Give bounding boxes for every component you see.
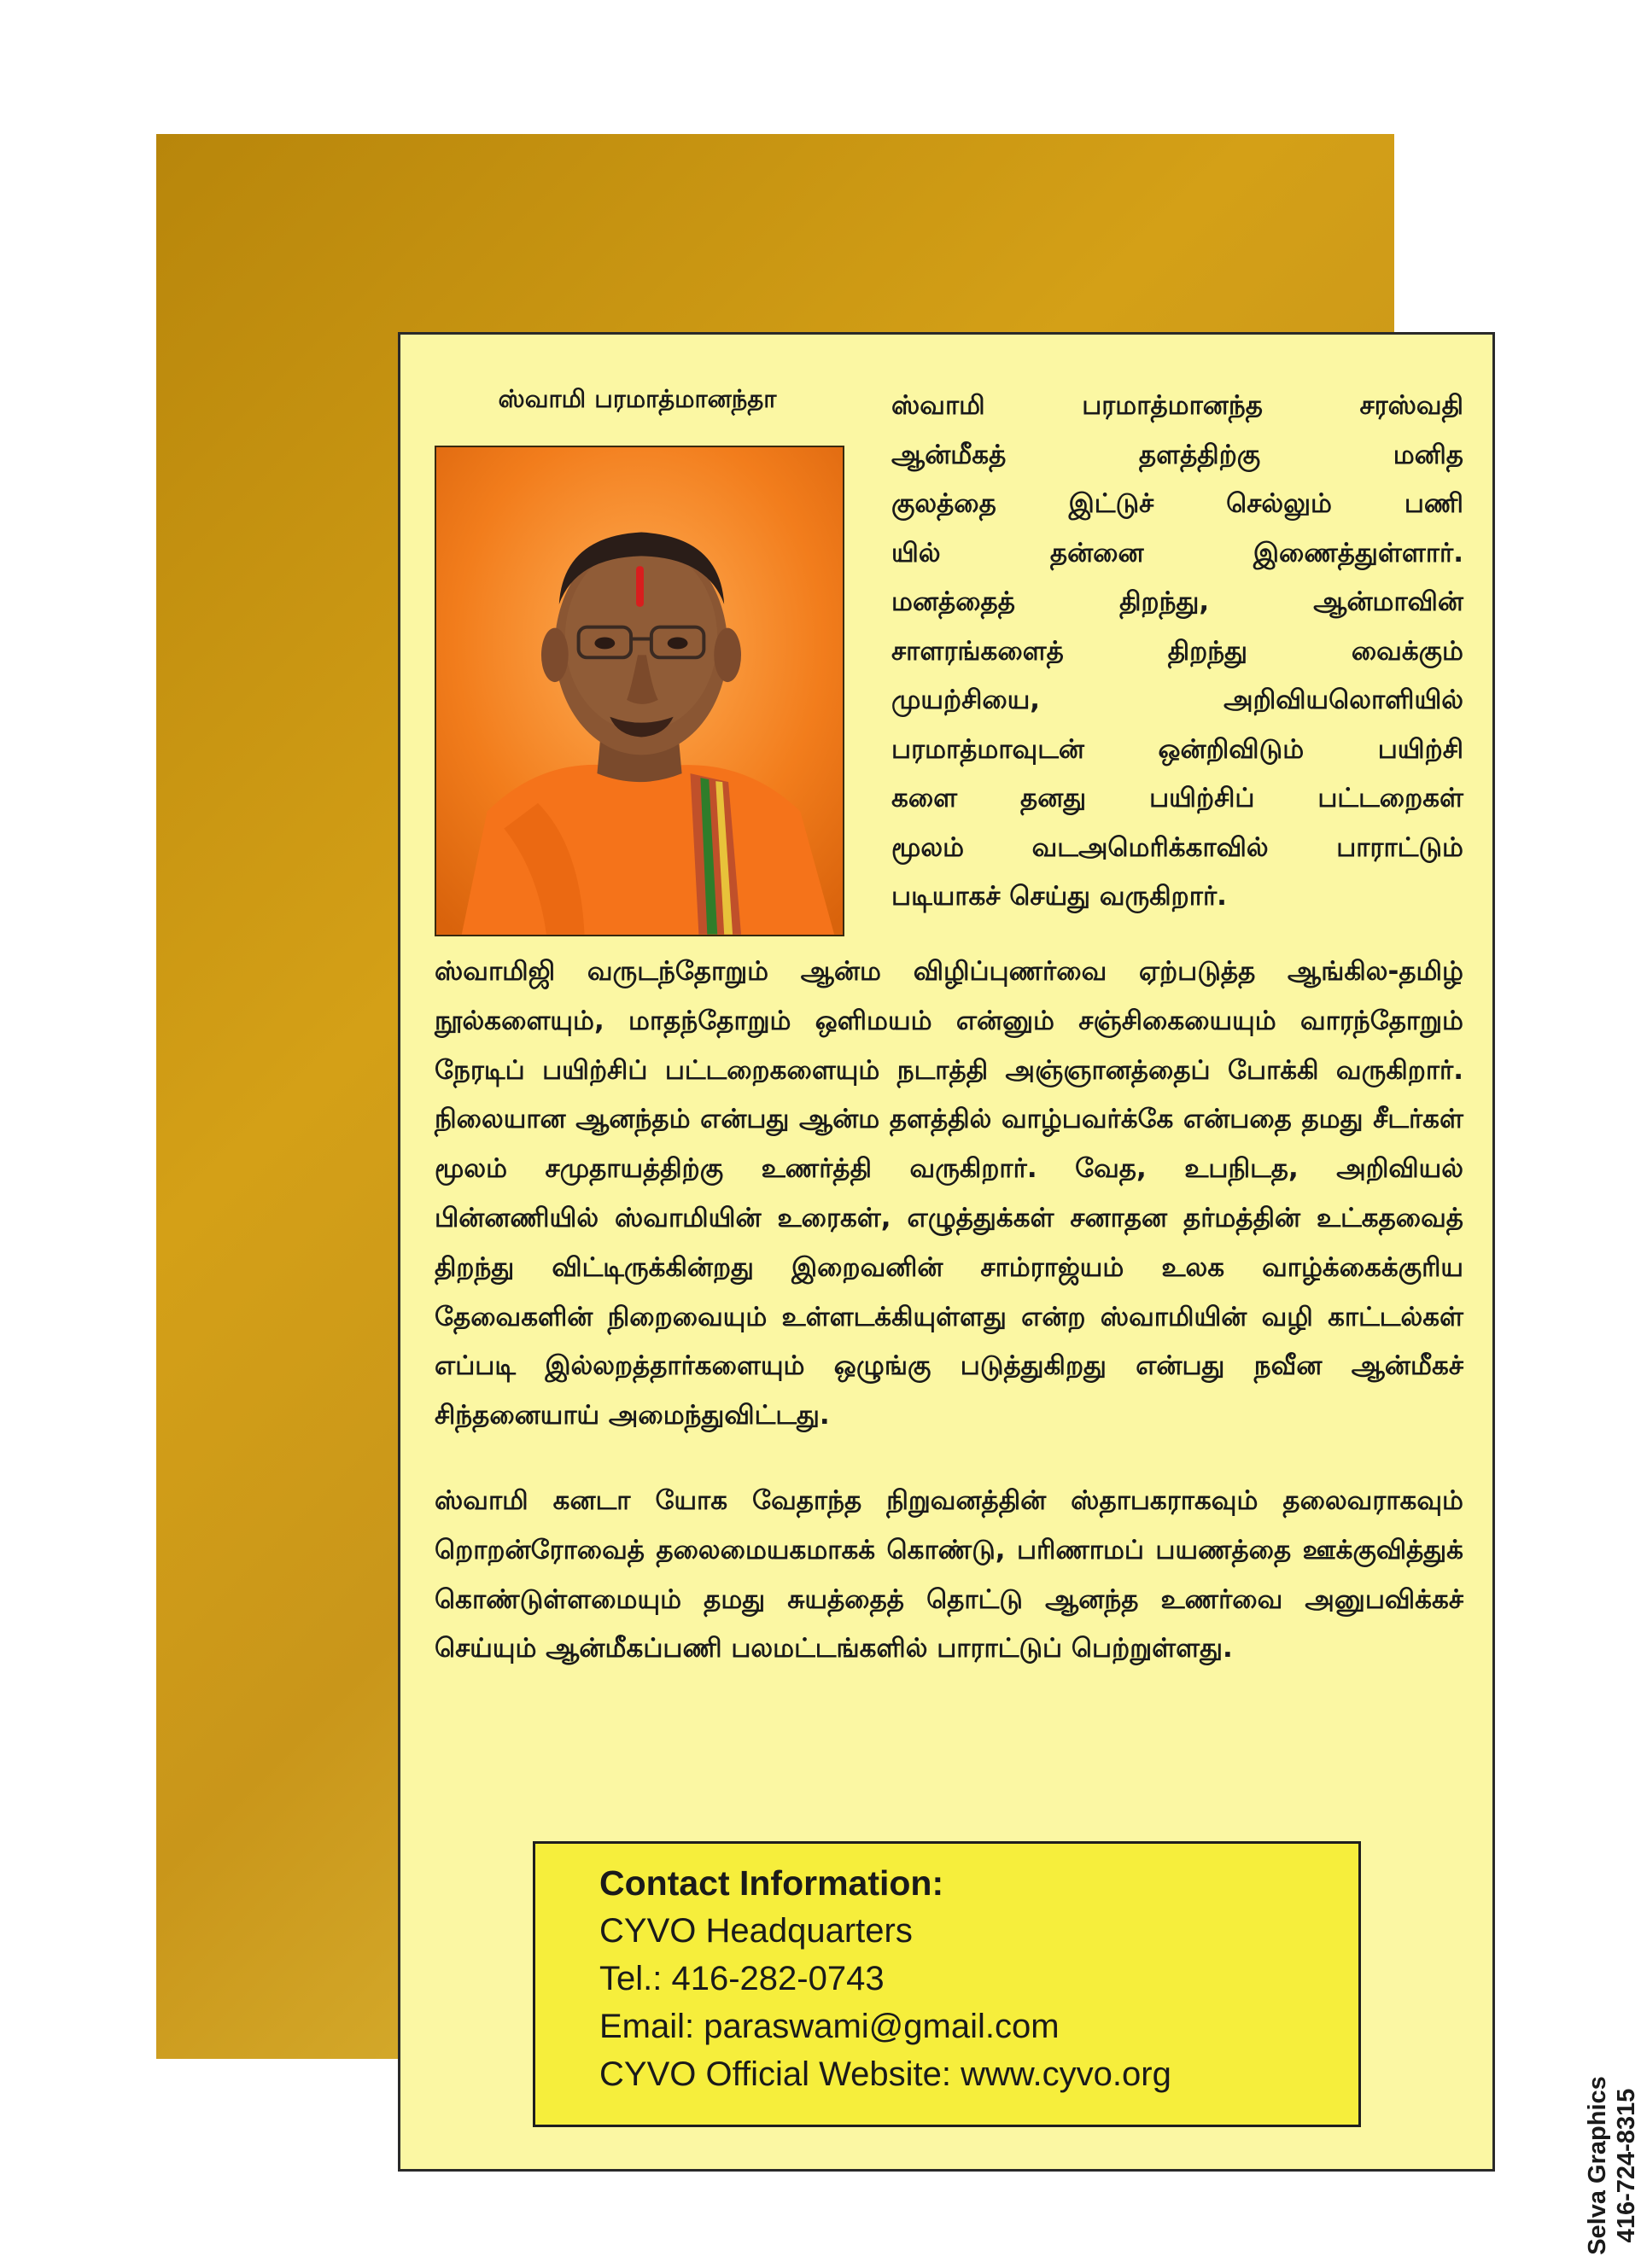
bio-intro-line: ஸ்வாமி பரமாத்மானந்த சரஸ்வதி xyxy=(891,390,1463,421)
paragraph-foundation: ஸ்வாமி கனடா யோக வேதாந்த நிறுவனத்தின் ஸ்தாபகராகவும் தலைவராகவும் றொறன்ரோவைத் தலைமையகமாகக் கொண்டு, பரிணாமப் பயணத்தை ஊக்குவித்துக் கொண்டுள்ளமையும் தமது சுயத்தைத் தொட்டு ஆனந்த உணர்வை அனுபவிக்கச் செய்யும் ஆன்மீகப்பணி பலமட்டங்களில் பாராட்டுப் பெற்றுள்ளது. xyxy=(435,1485,1463,1665)
photo-caption: ஸ்வாமி பரமாத்மானந்தா xyxy=(498,384,777,413)
printer-credit xyxy=(1583,2063,1641,2268)
contact-org: CYVO Headquarters xyxy=(599,1912,913,1950)
contact-website: CYVO Official Website: www.cyvo.org xyxy=(599,2055,1171,2093)
bio-intro-line: ஆன்மீகத் தளத்திற்கு மனித xyxy=(891,439,1463,470)
bio-intro-line: மூலம் வடஅமெரிக்காவில் பாராட்டும் xyxy=(891,831,1463,863)
bio-intro-line: மனத்தைத் திறந்து, ஆன்மாவின் xyxy=(891,586,1463,617)
contact-title: Contact Information: xyxy=(599,1863,944,1903)
bio-intro-line: களை தனது பயிற்சிப் பட்டறைகள் xyxy=(891,783,1463,813)
bio-intro-line: யில் தன்னை இணைத்துள்ளார். xyxy=(891,537,1463,568)
contact-box xyxy=(533,1841,1361,2127)
bio-intro-line: குலத்தை இட்டுச் செல்லும் பணி xyxy=(891,488,1463,519)
book-back-cover xyxy=(156,134,1640,2255)
paragraph-activities: ஸ்வாமிஜி வருடந்தோறும் ஆன்ம விழிப்புணர்வை ஏற்படுத்த ஆங்கில-தமிழ் நூல்களையும், மாதந்தோறும் ஒளிமயம் என்னும் சஞ்சிகையையும் வாரந்தோறும் நேரடிப் பயிற்சிப் பட்டறைகளையும் நடாத்தி அஞ்ஞானத்தைப் போக்கி வருகிறார். நிலையான ஆனந்தம் என்பது ஆன்ம தளத்தில் வாழ்பவர்க்கே என்பதை தமது சீடர்கள் மூலம் சமுதாயத்திற்கு உணர்த்தி வருகிறார். வேத, உபநிடத, அறிவியல் பின்னணியில் ஸ்வாமியின் உரைகள், எழுத்துக்கள் சனாதன தர்மத்தின் உட்கதவைத் திறந்து விட்டிருக்கின்றது இறைவனின் சாம்ராஜ்யம் உலக வாழ்க்கைக்குரிய தேவைகளின் நிறைவையும் உள்ளடக்கியுள்ளது என்ற ஸ்வாமியின் வழி காட்டல்கள் எப்படி இல்லறத்தார்களையும் ஒழுங்கு படுத்துகிறது என்பது நவீன ஆன்மீகச் சிந்தனையாய் அமைந்துவிட்டது. xyxy=(435,956,1463,1431)
bio-intro xyxy=(891,382,1463,922)
credit-name: Selva Graphics xyxy=(1584,2076,1611,2255)
bio-intro-line: பரமாத்மாவுடன் ஒன்றிவிடும் பயிற்சி xyxy=(891,733,1463,765)
bio-intro-line: முயற்சியை, அறிவியலொளியில் xyxy=(891,685,1463,715)
text-panel xyxy=(398,332,1640,2255)
credit-phone: 416-724-8315 xyxy=(1613,2088,1640,2243)
contact-email: Email: paraswami@gmail.com xyxy=(599,2008,1060,2045)
contact-phone: Tel.: 416-282-0743 xyxy=(599,1960,885,1997)
bio-intro-line: படியாகச் செய்து வருகிறார். xyxy=(891,881,1227,912)
swami-portrait xyxy=(435,446,844,936)
bio-intro-line: சாளரங்களைத் திறந்து வைக்கும் xyxy=(891,635,1463,667)
